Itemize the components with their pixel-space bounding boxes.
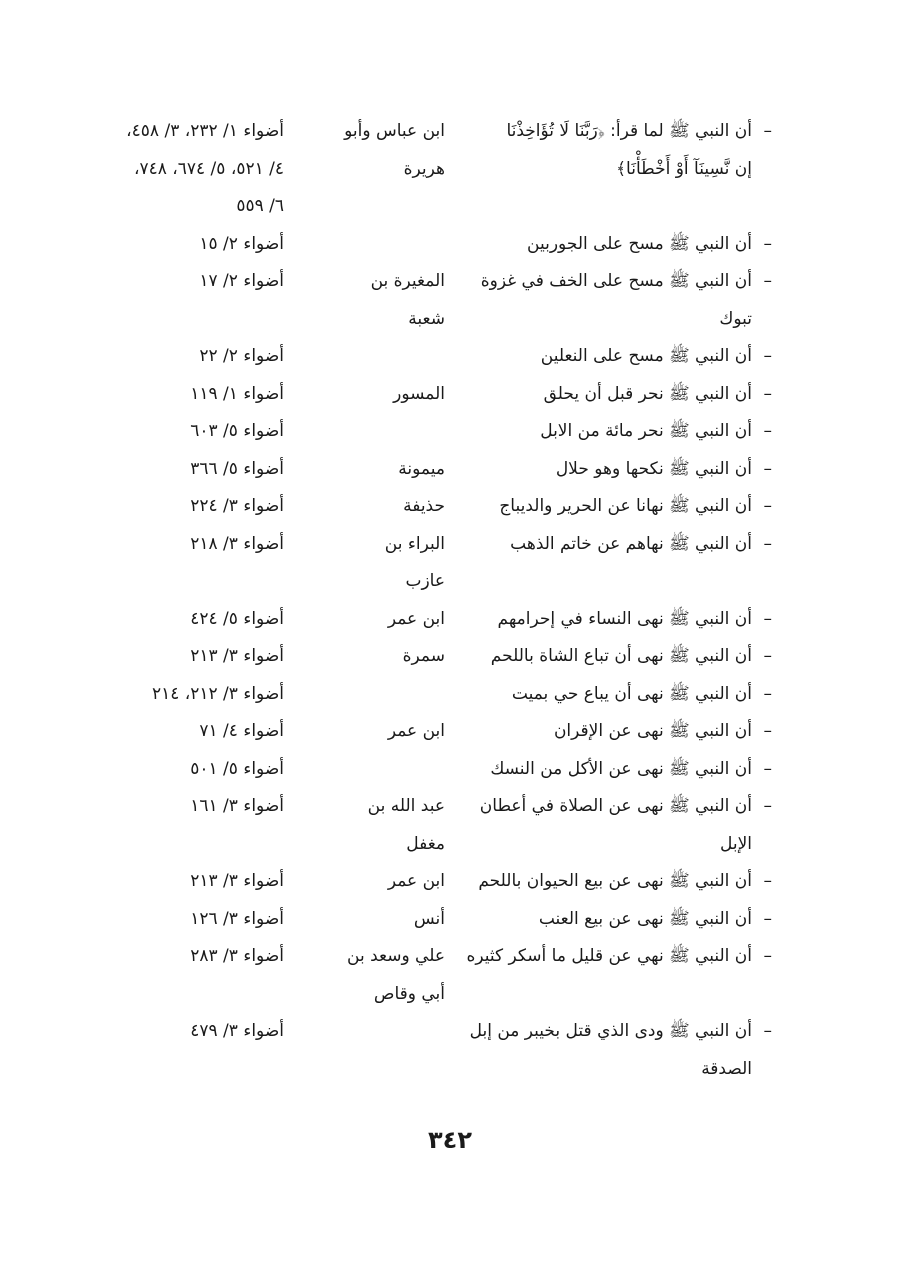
narrator: البراء بن	[384, 533, 445, 554]
entry-dash: –	[763, 796, 772, 816]
narrator: المسور	[393, 383, 445, 404]
source-reference: أضواء ٣/ ٢٨٣	[190, 946, 284, 966]
hadith-text: أن النبي ﷺ نهى النساء في إحرامهم	[497, 608, 752, 629]
entry-dash: –	[763, 233, 772, 254]
entry-dash: –	[763, 758, 772, 779]
source-reference: أضواء ٣/ ١٢٦	[190, 908, 284, 929]
entry-dash: –	[763, 458, 772, 479]
hadith-text: أن النبي ﷺ نهى عن الأكل من النسك	[490, 758, 752, 779]
hadith-text: أن النبي ﷺ نحر مائة من الابل	[540, 421, 752, 441]
source-reference: أضواء ٣/ ٢١٨	[190, 533, 284, 554]
source-reference: أضواء ١/ ٢٣٢، ٣/ ٤٥٨،	[126, 121, 284, 141]
hadith-text: أن النبي ﷺ مسح على الجوربين	[527, 233, 752, 254]
hadith-text: أن النبي ﷺ مسح على الخف في غزوة	[480, 271, 752, 291]
page-number: ٣٤٢	[428, 1126, 472, 1154]
source-reference: أضواء ٣/ ٢١٣	[190, 871, 284, 891]
hadith-text: إن نَّسِينَآ أَوْ أَخْطَأْنَا﴾	[616, 158, 752, 179]
narrator: سمرة	[402, 646, 445, 666]
source-reference: أضواء ٤/ ٧١	[199, 721, 284, 741]
entry-dash: –	[763, 646, 772, 666]
entry-dash: –	[763, 496, 772, 516]
narrator: ابن عمر	[387, 721, 445, 741]
narrator: حذيفة	[403, 496, 445, 516]
entry-dash: –	[763, 383, 772, 404]
narrator: أبي وقاص	[373, 983, 445, 1004]
entry-dash: –	[763, 871, 772, 891]
narrator: أنس	[413, 908, 445, 929]
source-reference: أضواء ٥/ ٥٠١	[190, 758, 284, 779]
entry-dash: –	[763, 346, 772, 366]
narrator: هريرة	[403, 158, 445, 179]
narrator: ابن عمر	[387, 871, 445, 891]
hadith-text: أن النبي ﷺ مسح على النعلين	[540, 346, 752, 366]
hadith-text: أن النبي ﷺ نهى عن الإقران	[553, 721, 752, 741]
source-reference: أضواء ٣/ ٤٧٩	[190, 1021, 284, 1041]
narrator: ابن عمر	[387, 608, 445, 629]
source-reference: أضواء ٢/ ١٥	[199, 233, 284, 254]
hadith-text: أن النبي ﷺ نهي عن قليل ما أسكر كثيره	[466, 946, 752, 966]
hadith-text: أن النبي ﷺ نهانا عن الحرير والديباج	[499, 496, 752, 516]
entry-dash: –	[763, 721, 772, 741]
narrator: المغيرة بن	[370, 271, 445, 291]
entry-dash: –	[763, 908, 772, 929]
narrator: ميمونة	[398, 458, 445, 479]
source-reference: أضواء ٣/ ٢١٣	[190, 646, 284, 666]
hadith-text: أن النبي ﷺ نكحها وهو حلال	[555, 458, 752, 479]
hadith-text: الإبل	[719, 833, 752, 854]
source-reference: أضواء ٥/ ٦٠٣	[190, 421, 284, 441]
hadith-text: أن النبي ﷺ نهاهم عن خاتم الذهب	[510, 533, 752, 554]
narrator: ابن عباس وأبو	[344, 121, 445, 141]
entry-dash: –	[763, 683, 772, 704]
hadith-text: الصدقة	[701, 1058, 752, 1079]
source-reference: ٤/ ٥٢١، ٥/ ٦٧٤، ٧٤٨،	[133, 158, 284, 179]
narrator: شعبة	[408, 308, 445, 329]
entry-dash: –	[763, 533, 772, 554]
hadith-text: أن النبي ﷺ نهى أن يباع حي بميت	[511, 683, 752, 704]
hadith-text: أن النبي ﷺ نحر قبل أن يحلق	[543, 383, 752, 404]
source-reference: ٦/ ٥٥٩	[236, 196, 284, 216]
hadith-text: أن النبي ﷺ نهى عن بيع العنب	[538, 908, 752, 929]
hadith-text: أن النبي ﷺ ودى الذي قتل بخيبر من إبل	[469, 1021, 752, 1041]
hadith-text: أن النبي ﷺ نهى عن بيع الحيوان باللحم	[478, 871, 752, 891]
entry-dash: –	[763, 121, 772, 141]
entry-dash: –	[763, 946, 772, 966]
hadith-text: تبوك	[719, 308, 752, 329]
entry-dash: –	[763, 608, 772, 629]
source-reference: أضواء ٢/ ١٧	[199, 271, 284, 291]
source-reference: أضواء ٥/ ٣٦٦	[190, 458, 284, 479]
narrator: مغفل	[406, 833, 445, 854]
source-reference: أضواء ٢/ ٢٢	[199, 346, 284, 366]
narrator: عازب	[405, 571, 445, 591]
entry-dash: –	[763, 271, 772, 291]
source-reference: أضواء ٥/ ٤٢٤	[190, 608, 284, 629]
source-reference: أضواء ١/ ١١٩	[190, 383, 284, 404]
source-reference: أضواء ٣/ ٢١٢، ٢١٤	[151, 683, 284, 704]
narrator: علي وسعد بن	[347, 946, 445, 966]
hadith-text: أن النبي ﷺ نهى عن الصلاة في أعطان	[479, 796, 752, 816]
source-reference: أضواء ٣/ ١٦١	[190, 796, 284, 816]
hadith-text: أن النبي ﷺ لما قرأ: ﴿رَبَّنَا لَا تُؤَاخِذْنَا	[506, 121, 752, 141]
entry-dash: –	[763, 1021, 772, 1041]
narrator: عبد الله بن	[367, 796, 445, 816]
hadith-text: أن النبي ﷺ نهى أن تباع الشاة باللحم	[490, 646, 752, 666]
entry-dash: –	[763, 421, 772, 441]
source-reference: أضواء ٣/ ٢٢٤	[190, 496, 284, 516]
